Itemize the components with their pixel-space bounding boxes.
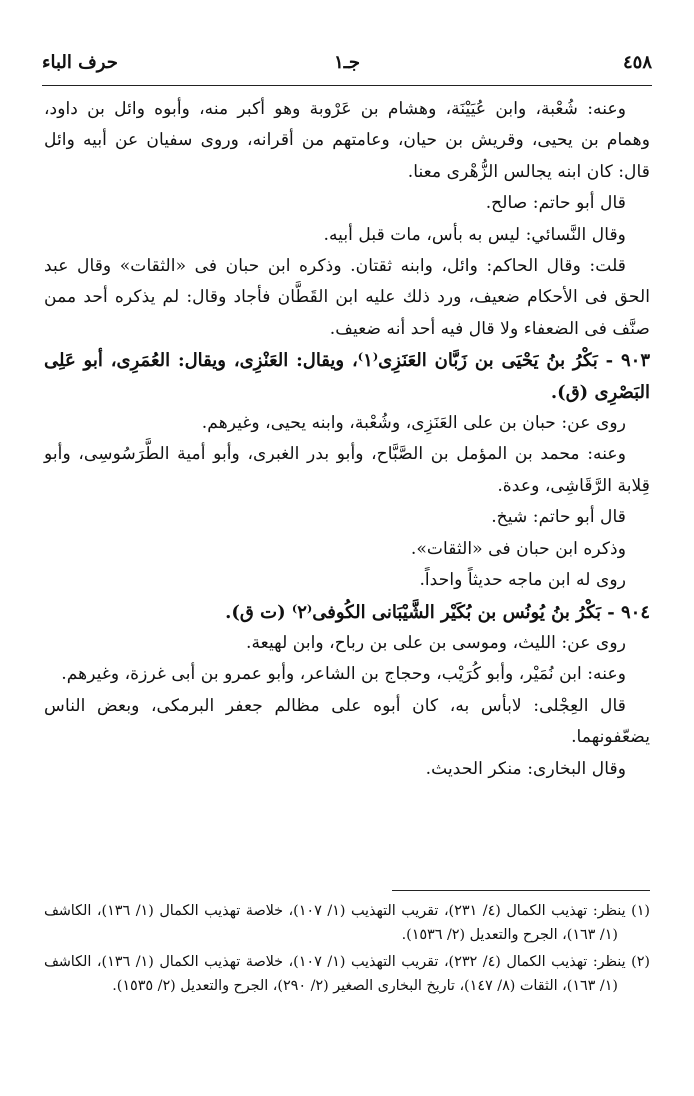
paragraph: وقال البخارى: منكر الحديث.	[425, 758, 626, 779]
header-divider	[42, 85, 652, 86]
paragraph: روى عن: حبان بن على العَنَزِى، وشُعْبة، وابنه يحيى، وغيرهم.	[201, 413, 626, 434]
volume-label: جـ١	[333, 52, 361, 73]
paragraph: وذكره ابن حبان فى «الثقات».	[410, 538, 626, 559]
footnote-1: (١) ينظر: تهذيب الكمال (٤/ ٢٣١)، تقريب التهذيب (١/ ١٠٧)، خلاصة تهذيب الكمال (١/ ١٣٦)، الكاشف (١/ ١٦٣)، الجرح والتعديل (٢/ ١٥٣٦).	[44, 903, 650, 943]
paragraph: قال أبو حاتم: صالح.	[485, 193, 626, 214]
paragraph: وعنه: شُعْبة، وابن عُيَيْنَة، وهشام بن عَرْوبة وهو أكبر منه، وأبوه وائل بن داود، وهمام بن يحيى، وقريش بن حيان، وعامتهم من أقرانه، وروى سفيان عن أبيه وائل قال: كان ابنه يجالس الزُّهْرى معنا.	[44, 99, 650, 182]
biography-heading-904: ٩٠٤ - بَكْرُ بنُ يُونُس بن بُكَيْر الشَّيْبَانى الكُوفى⁽٢⁾ (ت ق).	[225, 601, 650, 623]
paragraph: قال أبو حاتم: شيخ.	[491, 507, 626, 528]
paragraph: قال العِجْلى: لابأس به، كان أبوه على مظالم جعفر البرمكى، وبعض الناس يضعّفونهما.	[44, 695, 650, 748]
paragraph: روى عن: الليث، وموسى بن على بن رباح، وابن لهيعة.	[245, 632, 626, 653]
footnotes	[44, 900, 650, 998]
biography-heading-903: ٩٠٣ - بَكْرُ بنُ يَحْيَى بن زَبَّان العَنَزِى⁽١⁾، ويقال: العَنْزِى، ويقال: العُمَرِى، أبو عَلِى البَصْرِى (ق).	[44, 350, 650, 403]
page-number: ٤٥٨	[622, 52, 652, 73]
paragraph: وقال النَّسائي: ليس به بأس، مات قبل أبيه.	[323, 224, 626, 245]
running-header	[42, 52, 652, 82]
footnote-divider	[392, 890, 650, 891]
section-title: حرف الباء	[42, 52, 118, 73]
paragraph: وعنه: محمد بن المؤمل بن الصَّبَّاح، وأبو بدر الغبرى، وأبو أمية الطَّرَسُوسِى، وأبو قِلابة الرَّقَاشِى، وعدة.	[44, 444, 650, 496]
paragraph: روى له ابن ماجه حديثاً واحداً.	[419, 570, 626, 591]
footnote-2: (٢) ينظر: تهذيب الكمال (٤/ ٢٣٢)، تقريب التهذيب (١/ ١٠٧)، خلاصة تهذيب الكمال (١/ ١٣٦)، الكاشف (١/ ١٦٣)، الثقات (٨/ ١٤٧)، تاريخ البخارى الصغير (٢/ ٢٩٠)، الجرح والتعديل (٢/ ١٥٣٥).	[44, 954, 650, 994]
paragraph: وعنه: ابن نُمَيْر، وأبو كُرَيْب، وحجاج بن الشاعر، وأبو عمرو بن أبى غرزة، وغيرهم.	[61, 664, 626, 685]
paragraph: قلت: وقال الحاكم: وائل، وابنه ثقتان. وذكره ابن حبان فى «الثقات» وقال عبد الحق فى الأحكام ضعيف، ورد ذلك عليه ابن القَطَّان فأجاد وقال: لم يذكره أحد ممن صنَّف فى الضعفاء ولا قال فيه أحد أنه ضعيف.	[44, 256, 650, 339]
main-text	[44, 94, 650, 785]
